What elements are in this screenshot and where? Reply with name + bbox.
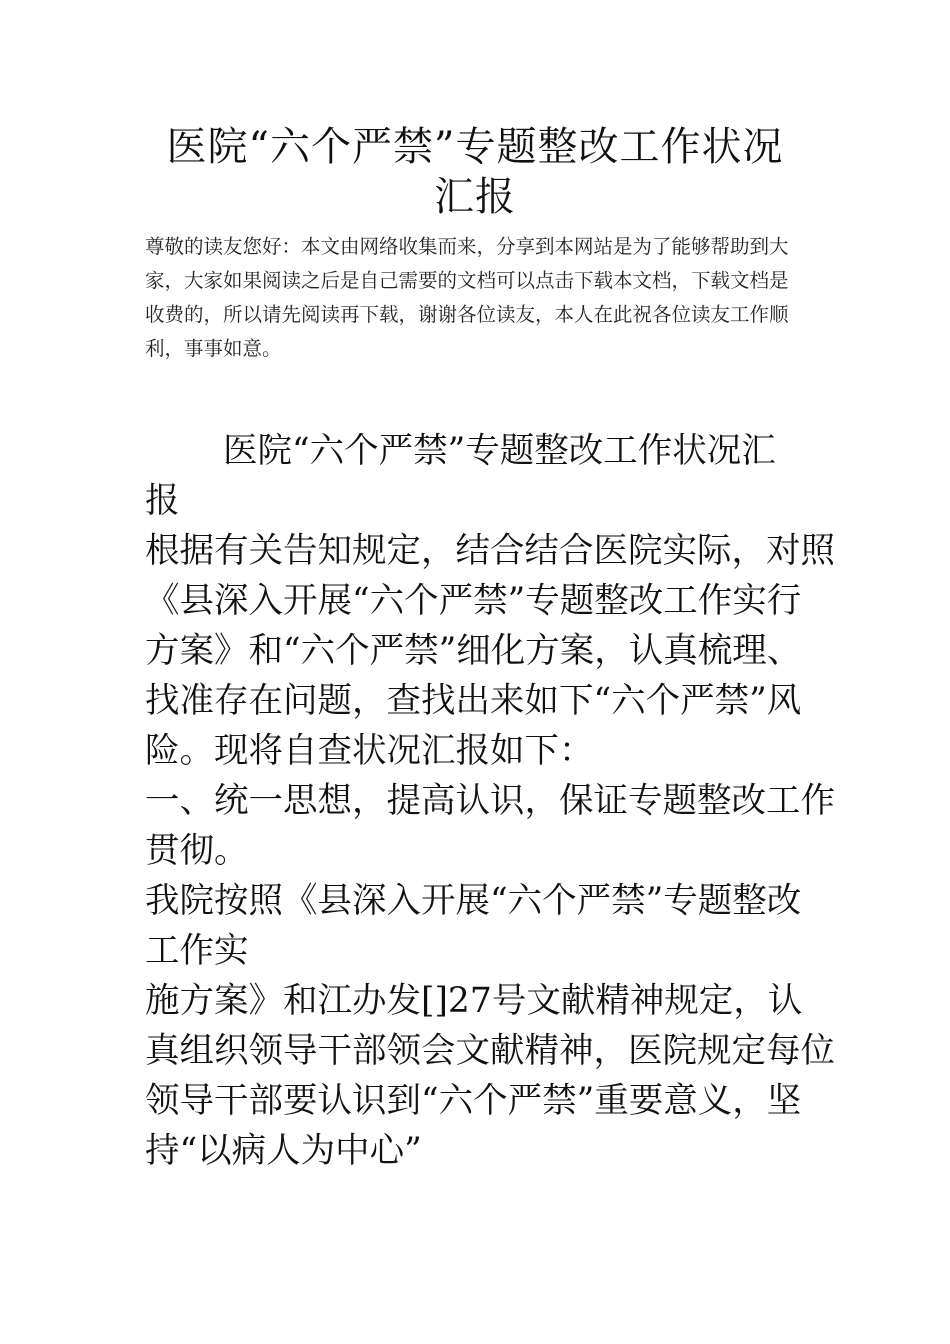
document-body <box>145 426 835 1176</box>
body-paragraph: 施方案》和江办发[]27号文献精神规定，认真组织领导干部领会文献精神，医院规定每位领导干部要认识到“六个严禁”重要意义，坚持“以病人为中心” <box>145 981 835 1171</box>
section-heading: 一、统一思想，提高认识，保证专题整改工作贯彻。 <box>145 781 835 871</box>
document-title: 医院“六个严禁”专题整改工作状况汇报 <box>166 124 784 220</box>
body-subtitle: 医院“六个严禁”专题整改工作状况汇报 <box>145 431 776 521</box>
body-paragraph: 根据有关告知规定，结合结合医院实际，对照《县深入开展“六个严禁”专题整改工作实行方案》和“六个严禁”细化方案，认真梳理、找准存在问题，查找出来如下“六个严禁”风险。现将自查状况汇报如下： <box>145 531 835 771</box>
reader-notice: 尊敬的读友您好：本文由网络收集而来，分享到本网站是为了能够帮助到大家，大家如果阅读之后是自己需要的文档可以点击下载本文档，下载文档是收费的，所以请先阅读再下载，谢谢各位读友，本人在此祝各位读友工作顺利，事事如意。 <box>145 235 789 360</box>
body-paragraph: 我院按照《县深入开展“六个严禁”专题整改工作实 <box>145 881 802 971</box>
